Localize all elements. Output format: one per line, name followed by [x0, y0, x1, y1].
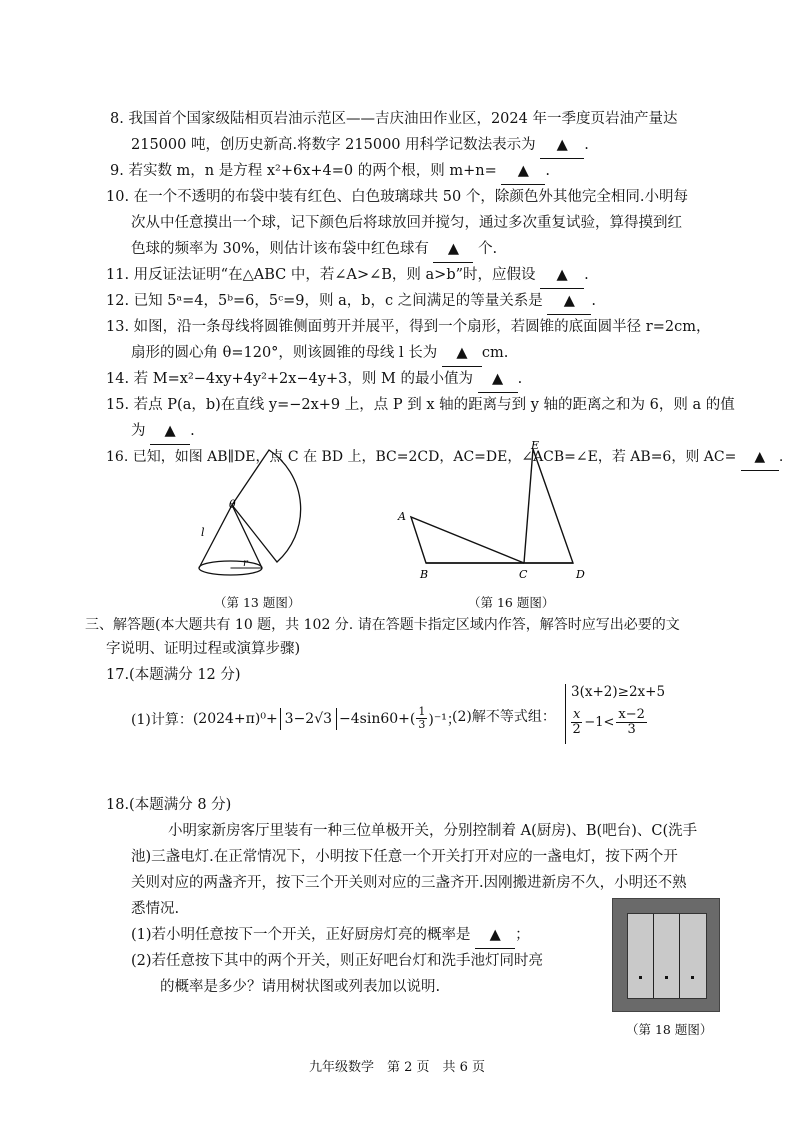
- question-8-line2: [131, 132, 589, 159]
- answer-blank: [150, 418, 190, 445]
- part2-label: (2)解不等式组：: [452, 709, 556, 725]
- part1-label: (1)计算：: [131, 711, 193, 728]
- fraction-x-over-2: [571, 708, 582, 737]
- question-text: 扇形的圆心角 θ=120°，则该圆锥的母线 l 长为: [131, 345, 438, 361]
- switch-b: [654, 914, 680, 998]
- question-12: [106, 288, 596, 315]
- part1-term-a: (2024+π)⁰+: [192, 710, 278, 727]
- question-number: 8.: [110, 111, 124, 127]
- page-footer: 九年级数学 第 2 页 共 6 页: [308, 1060, 486, 1075]
- question-18-p3: 关则对应的两盏齐开，按下三个开关则对应的三盏齐开.因刚搬进新房不久，小明还不熟: [131, 875, 687, 891]
- question-text: 已知，如图 AB∥DE，点 C 在 BD 上，BC=2CD，AC=DE，∠ACB=∠E，若 AB=6，则 AC=: [132, 449, 737, 465]
- figure-13-caption: （第 13 题图）: [214, 595, 301, 610]
- answer-blank: [741, 444, 779, 471]
- question-text: 为: [131, 423, 146, 439]
- section-3-heading: 三、解答题(本大题共有 10 题，共 102 分. 请在答题卡指定区域内作答，解答时应写出必要的文: [85, 617, 680, 633]
- label-E: E: [531, 440, 540, 452]
- question-17-part1: [131, 706, 461, 731]
- question-9: [110, 158, 550, 185]
- question-number: 11.: [106, 267, 130, 283]
- answer-mark: ▲: [447, 241, 460, 257]
- inequality-system-brace: [565, 684, 676, 744]
- question-10-line2: [131, 210, 682, 236]
- switch-indicator: [665, 976, 668, 979]
- answer-mark: ▲: [456, 345, 468, 361]
- fraction-denominator: 2: [572, 722, 581, 737]
- question-text: 若 M=x²−4xy+4y²+2x−4y+3，则 M 的最小值为: [133, 371, 473, 387]
- question-number: 12.: [106, 293, 130, 309]
- cone-sides: [199, 505, 262, 568]
- question-14: [106, 366, 522, 393]
- answer-blank: [433, 236, 473, 263]
- question-text: 我国首个国家级陆相页岩油示范区——吉庆油田作业区，2024 年一季度页岩油产量达: [128, 111, 678, 127]
- absolute-value: 3−2√3: [280, 708, 337, 730]
- switch-panel: [627, 913, 707, 999]
- switch-indicator: [691, 976, 694, 979]
- question-number: 15.: [106, 397, 130, 413]
- answer-blank: [475, 922, 515, 949]
- fraction-one-third: [416, 706, 427, 731]
- label-A: A: [398, 510, 406, 523]
- label-B: B: [420, 568, 429, 581]
- fraction-numerator: 1: [418, 705, 426, 718]
- inequality-1: 3(x+2)≥2x+5: [571, 684, 666, 700]
- answer-blank: [478, 366, 518, 393]
- question-text: 如图，沿一条母线将圆锥侧面剪开并展平，得到一个扇形，若圆锥的底面圆半径 r=2cm，: [133, 319, 711, 335]
- question-18-p1: 小明家新房客厅里装有一种三位单极开关，分别控制着 A(厨房)、B(吧台)、C(洗手: [168, 823, 698, 839]
- question-13-line2: [131, 340, 508, 367]
- question-11: [106, 262, 589, 289]
- question-text-end: .: [517, 371, 523, 387]
- question-text-end: .: [584, 267, 589, 283]
- answer-mark: ▲: [754, 449, 766, 465]
- question-text-end: .: [584, 137, 589, 153]
- question-18-p2: 池)三盏电灯.在正常情况下，小明按下任意一个开关打开对应的一盏电灯，按下两个开: [131, 849, 678, 865]
- question-text: 215000 吨，创历史新高.将数字 215000 用科学记数法表示为: [131, 137, 536, 153]
- question-text-end: .: [591, 293, 596, 309]
- inequality-2: [571, 708, 647, 737]
- question-17-title: 17.(本题满分 12 分): [106, 667, 241, 683]
- question-text-end: ；: [515, 927, 530, 943]
- answer-mark: ▲: [164, 423, 176, 439]
- question-text-end: cm.: [481, 345, 509, 361]
- section-3-heading-line2: 字说明、证明过程或演算步骤): [106, 641, 301, 657]
- question-text-end: .: [545, 163, 550, 179]
- question-text: (1)若小明任意按下一个开关，正好厨房灯亮的概率是: [131, 927, 471, 943]
- label-theta: θ: [229, 498, 236, 511]
- question-15-line2: [131, 418, 195, 445]
- label-r: r: [243, 558, 248, 569]
- question-text: 色球的频率为 30%，则估计该布袋中红色球有: [131, 241, 429, 257]
- figure-18-caption: （第 18 题图）: [626, 1022, 713, 1037]
- answer-mark: ▲: [556, 137, 568, 153]
- question-text-end: 个.: [478, 241, 498, 257]
- answer-blank: [547, 288, 591, 315]
- fraction-numerator: x: [573, 707, 581, 722]
- question-number: 16.: [106, 449, 129, 465]
- answer-blank: [442, 340, 482, 367]
- label-l: l: [201, 526, 205, 539]
- inequality-mid: −1<: [584, 715, 615, 730]
- question-15-line1: [106, 392, 735, 418]
- question-text: 在一个不透明的布袋中装有红色、白色玻璃球共 50 个，除颜色外其他完全相同.小明每: [133, 189, 688, 205]
- question-number: 13.: [106, 319, 130, 335]
- question-18-sub2-line1: (2)若任意按下其中的两个开关，则正好吧台灯和洗手池灯同时亮: [131, 953, 544, 969]
- question-10-line3: [131, 236, 497, 263]
- question-text: 次从中任意摸出一个球，记下颜色后将球放回并搅匀，通过多次重复试验，算得摸到红: [131, 215, 682, 231]
- answer-blank: [501, 158, 545, 185]
- answer-mark: ▲: [489, 927, 501, 943]
- question-18-p4: 悉情况.: [131, 901, 180, 917]
- question-text: 若实数 m，n 是方程 x²+6x+4=0 的两个根，则 m+n=: [128, 163, 497, 179]
- part1-term-c: )⁻¹；: [428, 711, 461, 728]
- triangle-CDE: [524, 449, 573, 563]
- answer-mark: ▲: [517, 163, 529, 179]
- answer-mark: ▲: [563, 293, 575, 309]
- question-number: 9.: [110, 163, 124, 179]
- label-C: C: [519, 568, 528, 581]
- question-text: 若点 P(a，b)在直线 y=−2x+9 上，点 P 到 x 轴的距离与到 y 轴的距离之和为 6，则 a 的值: [133, 397, 735, 413]
- question-text-end: .: [778, 449, 784, 465]
- figure-16-caption: （第 16 题图）: [468, 595, 555, 610]
- question-text: 用反证法证明“在△ABC 中，若∠A>∠B，则 a>b”时，应假设: [133, 267, 536, 283]
- unfolded-sector: [232, 450, 301, 562]
- question-18-sub2-line2: 的概率是多少？请用树状图或列表加以说明.: [160, 979, 441, 995]
- answer-blank: [540, 132, 584, 159]
- figure-16-triangles: [393, 440, 593, 586]
- question-18-title: 18.(本题满分 8 分): [106, 797, 232, 813]
- question-number: 14.: [106, 371, 130, 387]
- answer-blank: [540, 262, 584, 289]
- question-text-end: .: [190, 423, 195, 439]
- switch-c: [680, 914, 706, 998]
- triangle-ABC: [411, 517, 524, 563]
- part1-term-b: −4sin60+(: [339, 710, 416, 727]
- question-18-sub1: [131, 922, 530, 949]
- question-text: 已知 5ᵃ=4，5ᵇ=6，5ᶜ=9，则 a，b，c 之间满足的等量关系是: [133, 293, 543, 309]
- fraction-numerator: x−2: [618, 707, 645, 722]
- answer-mark: ▲: [556, 267, 568, 283]
- answer-mark: ▲: [491, 371, 504, 387]
- switch-indicator: [639, 976, 642, 979]
- question-8-line1: [110, 106, 677, 132]
- figure-13-cone-sector: [185, 448, 320, 593]
- question-13-line1: [106, 314, 710, 340]
- switch-a: [628, 914, 654, 998]
- fraction-denominator: 3: [418, 718, 426, 731]
- figure-18-switch-photo: [612, 898, 720, 1012]
- fraction-x-minus-2-over-3: [616, 708, 647, 737]
- question-10-line1: [106, 184, 688, 210]
- fraction-denominator: 3: [627, 722, 636, 737]
- question-number: 10.: [106, 189, 130, 205]
- label-D: D: [576, 568, 585, 581]
